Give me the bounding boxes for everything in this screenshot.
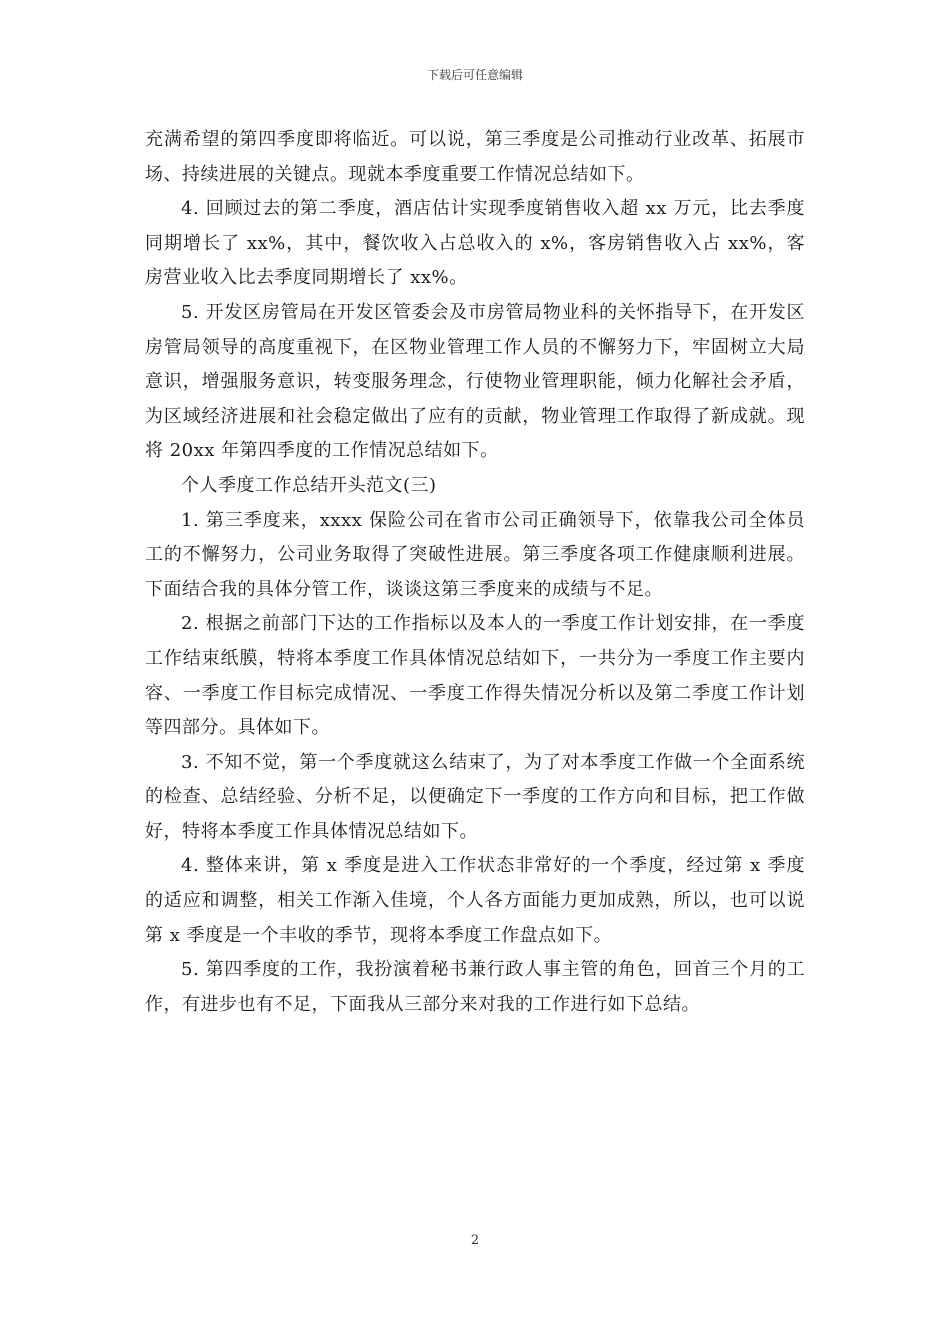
paragraph-item-5: 5. 第四季度的工作，我扮演着秘书兼行政人事主管的角色，回首三个月的工作，有进步也有不足，下面我从三部分来对我的工作进行如下总结。 bbox=[145, 959, 805, 1015]
paragraph-item-5-housing: 5. 开发区房管局在开发区管委会及市房管局物业科的关怀指导下，在开发区房管局领导的高度重视下，在区物业管理工作人员的不懈努力下，牢固树立大局意识，增强服务意识，转变服务理念，行使物业管理职能，倾力化解社会矛盾，为区域经济进展和社会稳定做出了应有的贡献，物业管理工作取得了新成就。现将 20xx 年第四季度的工作情况总结如下。 bbox=[145, 301, 805, 462]
paragraph-item-4-hotel: 4. 回顾过去的第二季度，酒店估计实现季度销售收入超 xx 万元，比去季度同期增长了 xx%，其中，餐饮收入占总收入的 x%，客房销售收入占 xx%，客房营业收入比去季度同期增长了 xx%。 bbox=[145, 198, 805, 289]
paragraph-item-1: 1. 第三季度来，xxxx 保险公司在省市公司正确领导下，依靠我公司全体员工的不懈努力，公司业务取得了突破性进展。第三季度各项工作健康顺利进展。下面结合我的具体分管工作，谈谈这第三季度来的成绩与不足。 bbox=[145, 509, 805, 600]
paragraph-item-2: 2. 根据之前部门下达的工作指标以及本人的一季度工作计划安排，在一季度工作结束纸膜，特将本季度工作具体情况总结如下，一共分为一季度工作主要内容、一季度工作目标完成情况、一季度工作得失情况分析以及第二季度工作计划等四部分。具体如下。 bbox=[145, 613, 805, 739]
paragraph-intro-continuation: 充满希望的第四季度即将临近。可以说，第三季度是公司推动行业改革、拓展市场、持续进展的关键点。现就本季度重要工作情况总结如下。 bbox=[145, 129, 805, 185]
section-heading: 个人季度工作总结开头范文(三) bbox=[181, 474, 437, 496]
document-body bbox=[145, 123, 805, 1022]
page-number: 2 bbox=[470, 1233, 480, 1248]
page-header: 下载后可任意编辑 bbox=[426, 68, 523, 82]
paragraph-item-4: 4. 整体来讲，第 x 季度是进入工作状态非常好的一个季度，经过第 x 季度的适应和调整，相关工作渐入佳境，个人各方面能力更加成熟，所以，也可以说第 x 季度是一个丰收的季节，现将本季度工作盘点如下。 bbox=[145, 855, 805, 946]
paragraph-item-3: 3. 不知不觉，第一个季度就这么结束了，为了对本季度工作做一个全面系统的检查、总结经验、分析不足，以便确定下一季度的工作方向和目标，把工作做好，特将本季度工作具体情况总结如下。 bbox=[145, 751, 805, 842]
